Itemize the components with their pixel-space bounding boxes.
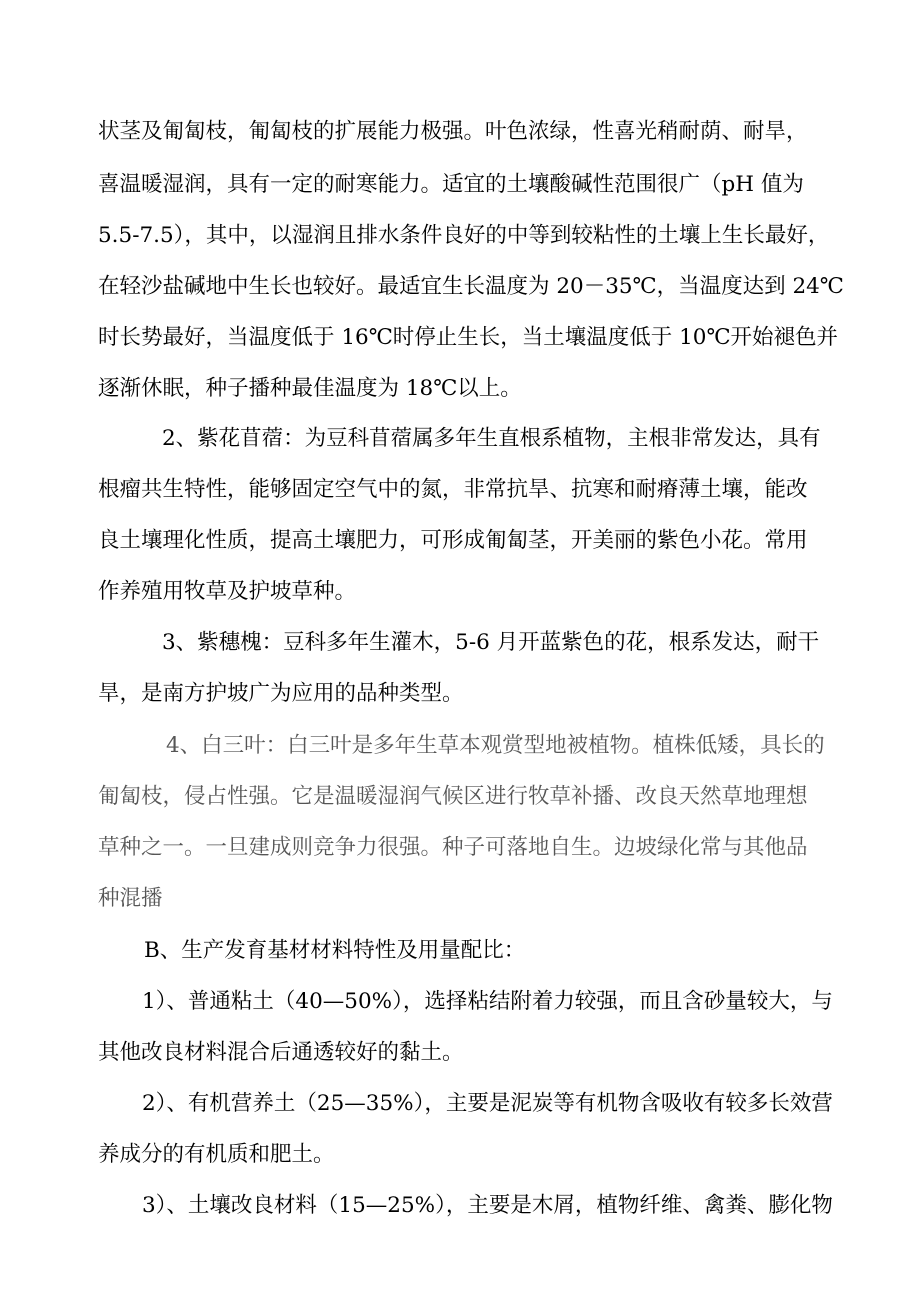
text-line: 1）、普通粘土（40—50%），选择粘结附着力较强，而且含砂量较大，与 [142, 989, 833, 1014]
text-line: 旱，是南方护坡广为应用的品种类型。 [98, 681, 464, 706]
text-line: 2）、有机营养土（25—35%），主要是泥炭等有机物含吸收有较多长效营 [142, 1091, 833, 1116]
section-heading: B、生产发育基材材料特性及用量配比： [144, 938, 526, 963]
text-line: 草种之一。一旦建成则竞争力很强。种子可落地自生。边坡绿化常与其他品 [98, 835, 808, 860]
text-line: 状茎及匍匐枝，匍匐枝的扩展能力极强。叶色浓绿，性喜光稍耐荫、耐旱， [98, 119, 808, 144]
text-line: 4、白三叶：白三叶是多年生草本观赏型地被植物。植株低矮，具长的 [166, 733, 825, 758]
text-line: 作养殖用牧草及护坡草种。 [98, 579, 357, 604]
text-line: 良土壤理化性质，提高土壤肥力，可形成匍匐茎，开美丽的紫色小花。常用 [98, 528, 808, 553]
text-line: 3、紫穗槐：豆科多年生灌木，5-6 月开蓝紫色的花，根系发达，耐干 [162, 630, 820, 655]
text-line: 种混播 [98, 886, 163, 911]
text-line: 其他改良材料混合后通透较好的黏土。 [98, 1040, 464, 1065]
text-line: 在轻沙盐碱地中生长也较好。最适宜生长温度为 20－35℃，当温度达到 24℃ [98, 274, 844, 299]
text-line: 2、紫花苜蓿：为豆科苜蓿属多年生直根系植物，主根非常发达，具有 [162, 426, 821, 451]
text-line: 喜温暖湿润，具有一定的耐寒能力。适宜的土壤酸碱性范围很广（pH 值为 [98, 172, 804, 197]
text-line: 匍匐枝，侵占性强。它是温暖湿润气候区进行牧草补播、改良天然草地理想 [98, 784, 808, 809]
text-line: 逐渐休眠，种子播种最佳温度为 18℃以上。 [98, 376, 522, 401]
text-line: 根瘤共生特性，能够固定空气中的氮，非常抗旱、抗寒和耐瘠薄土壤，能改 [98, 477, 808, 502]
text-line: 3）、土壤改良材料（15—25%），主要是木屑，植物纤维、禽粪、膨化物 [142, 1193, 833, 1218]
text-line: 时长势最好，当温度低于 16℃时停止生长，当土壤温度低于 10℃开始褪色并 [98, 325, 838, 350]
text-line: 5.5-7.5），其中，以湿润且排水条件良好的中等到较粘性的土壤上生长最好， [98, 223, 830, 248]
text-line: 养成分的有机质和肥土。 [98, 1142, 335, 1167]
